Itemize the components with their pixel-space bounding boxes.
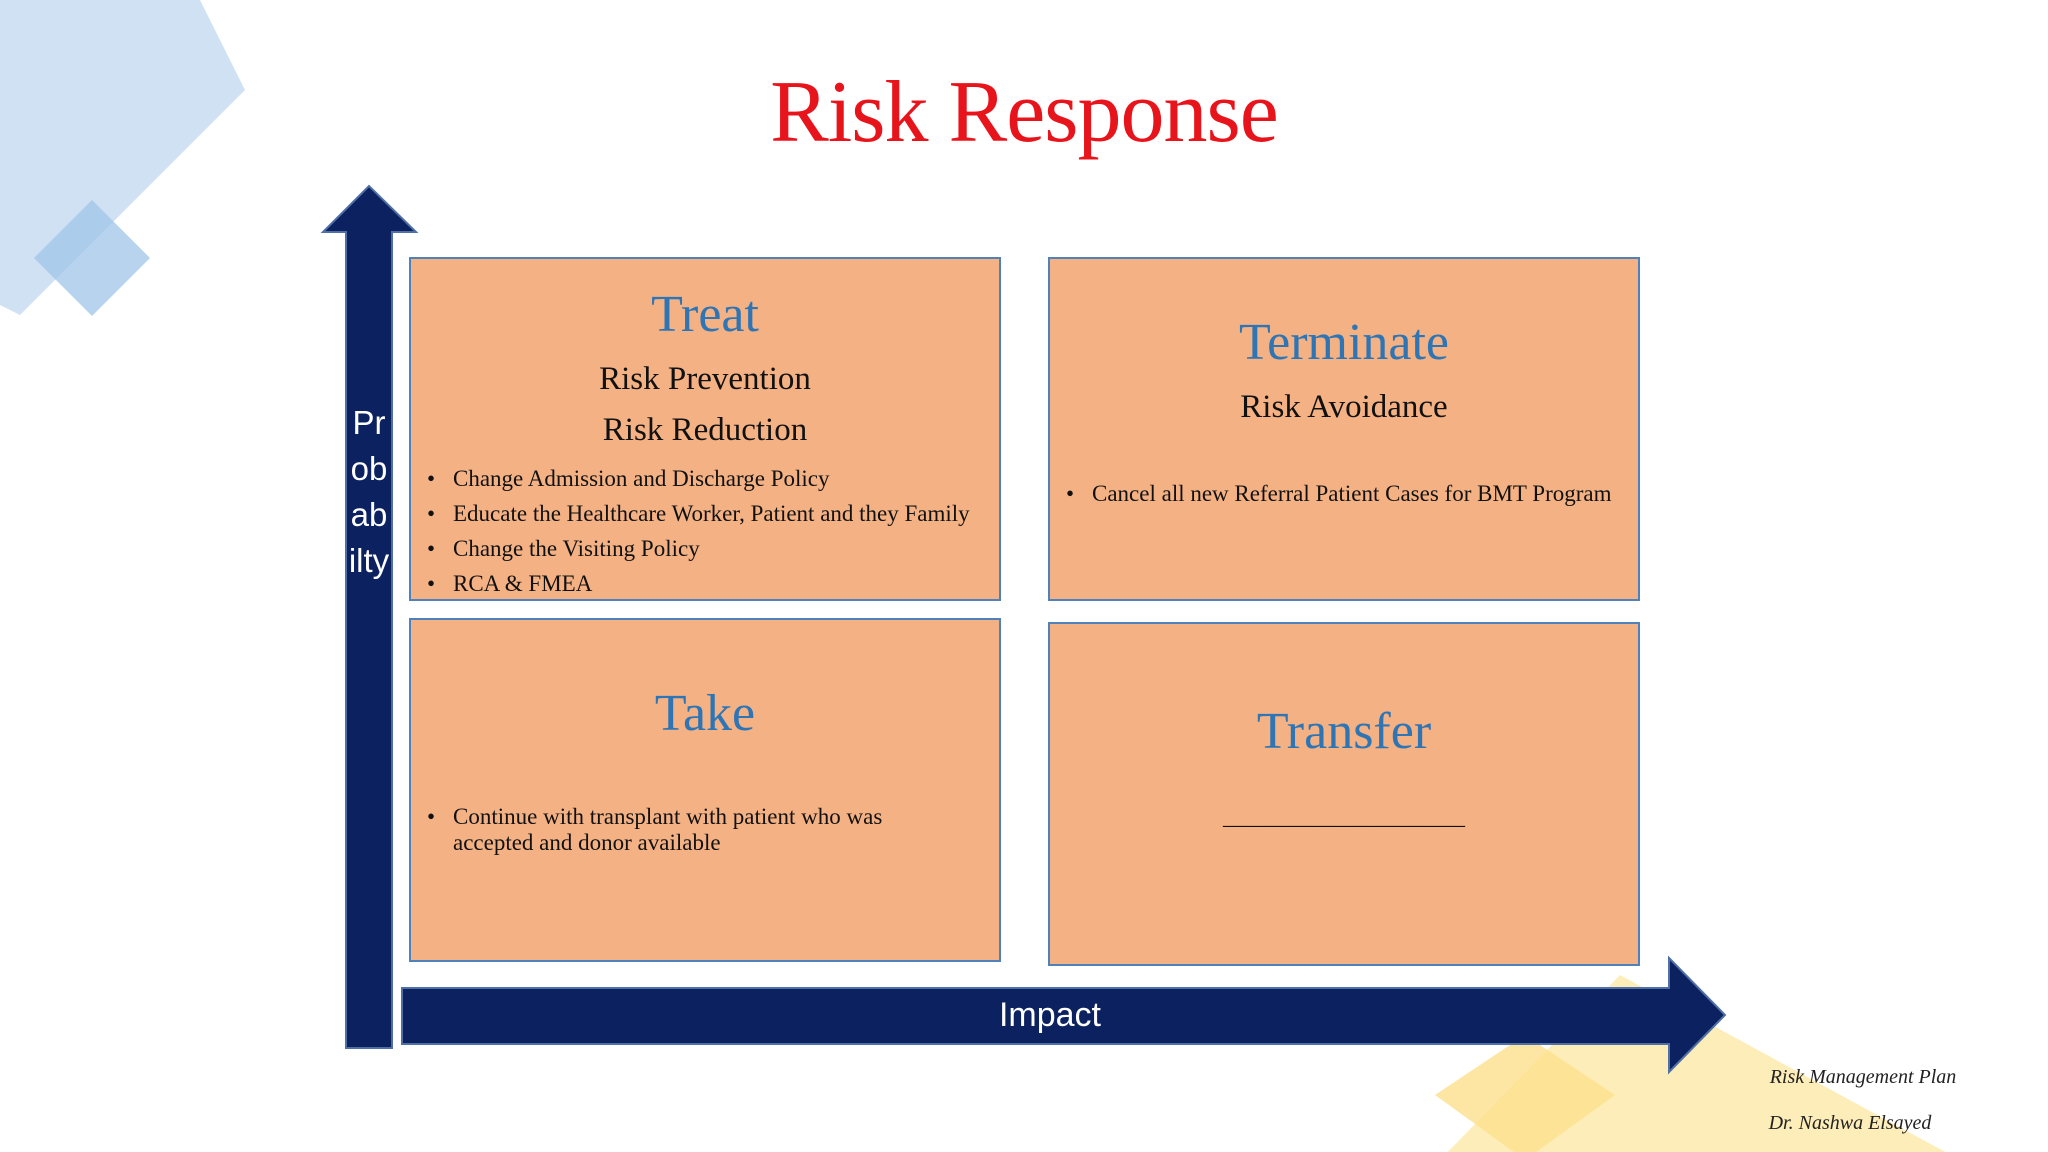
list-item: • RCA & FMEA [423, 569, 993, 599]
quadrant-subheading: Risk Reduction [602, 412, 808, 448]
bullet-list [423, 464, 993, 604]
transfer-placeholder: ______________________ [1223, 804, 1465, 829]
quadrant-take [409, 618, 1001, 962]
list-item: • Change Admission and Discharge Policy [423, 464, 993, 494]
quadrant-heading: Treat [651, 286, 759, 343]
probability-axis-label: Probabilty [348, 404, 390, 579]
quadrant-treat [409, 257, 1001, 601]
list-item: • Educate the Healthcare Worker, Patient and they Family [423, 499, 993, 529]
impact-axis-label: Impact [998, 996, 1102, 1034]
list-item: • Cancel all new Referral Patient Cases for BMT Program [1062, 479, 1632, 509]
quadrant-heading: Take [654, 685, 756, 742]
quadrant-terminate [1048, 257, 1640, 601]
list-item: • Continue with transplant with patient who was accepted and donor available [423, 804, 923, 856]
page-title: Risk Response [770, 64, 1278, 161]
bullet-list [423, 804, 923, 861]
list-item: • Change the Visiting Policy [423, 534, 993, 564]
probability-axis-arrow [323, 186, 416, 1048]
quadrant-heading: Terminate [1238, 314, 1450, 371]
footer-author: Dr. Nashwa Elsayed [1768, 1112, 1932, 1134]
footer-plan-title: Risk Management Plan [1769, 1066, 1957, 1088]
quadrant-subheading: Risk Avoidance [1240, 389, 1448, 425]
quadrant-heading: Transfer [1256, 703, 1432, 760]
quadrant-transfer [1048, 622, 1640, 966]
bullet-list [1062, 479, 1632, 514]
quadrant-subheading: Risk Prevention [599, 361, 811, 397]
